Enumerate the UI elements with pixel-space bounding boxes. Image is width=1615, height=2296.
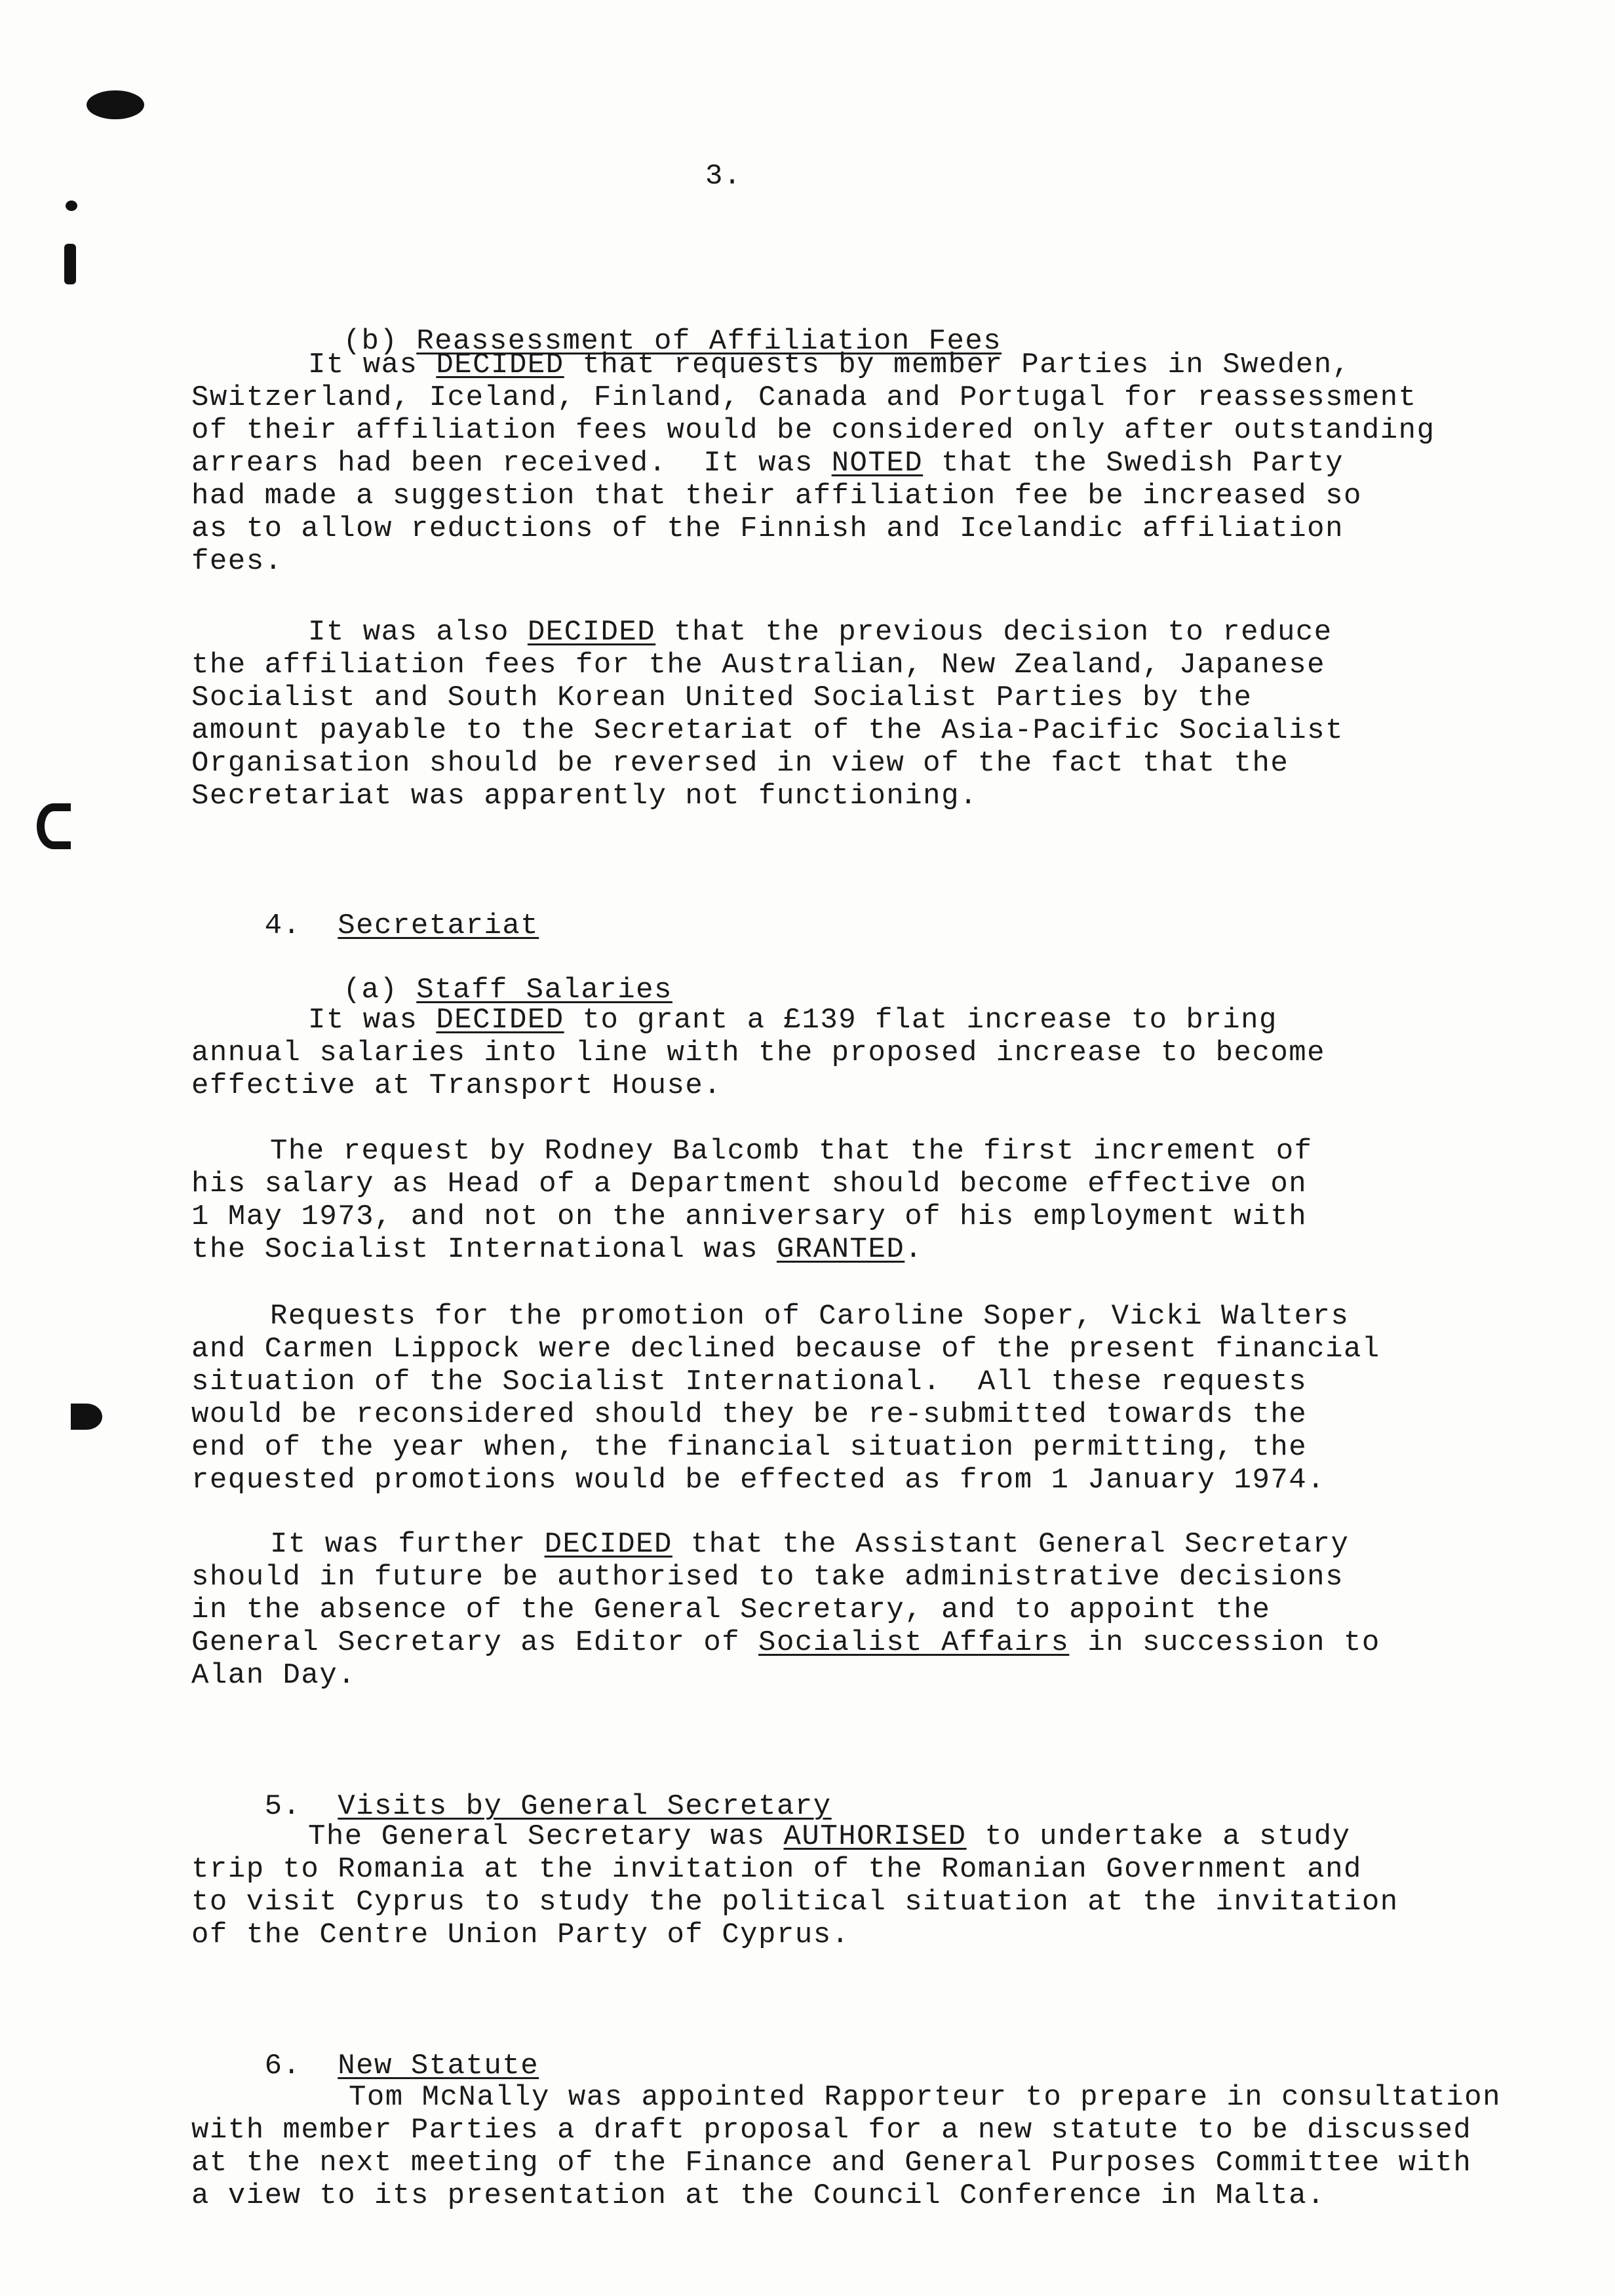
paragraph-line: at the next meeting of the Finance and General Purposes Committee with [191,2147,1472,2179]
section-4a-prefix: (a) [343,974,399,1006]
paragraph-line: a view to its presentation at the Council Conference in Malta. [191,2179,1326,2212]
section-5-title: Visits by General Secretary [338,1790,832,1823]
section-4-number: 4. [264,909,302,942]
page-number: 3. [705,160,742,193]
section-5-number: 5. [264,1790,302,1823]
paragraph-line: The request by Rodney Balcomb that the first increment of [270,1135,1313,1168]
paragraph-line: of the Centre Union Party of Cyprus. [191,1919,850,1951]
paragraph-line: should in future be authorised to take administrative decisions [191,1561,1344,1594]
section-6-title: New Statute [338,2050,539,2082]
paragraph-line: fees. [191,545,283,578]
paragraph-line: would be reconsidered should they be re-submitted towards the [191,1398,1308,1431]
scan-mark [64,244,76,284]
paragraph-line: end of the year when, the financial situation permitting, the [191,1431,1308,1464]
paragraph-line: effective at Transport House. [191,1069,722,1102]
paragraph-line: The General Secretary was AUTHORISED to undertake a study [308,1820,1351,1853]
paragraph-line: with member Parties a draft proposal for a new statute to be discussed [191,2114,1472,2147]
paragraph-line: 1 May 1973, and not on the anniversary of his employment with [191,1200,1308,1233]
paragraph-line: Alan Day. [191,1659,357,1692]
paragraph-line: Secretariat was apparently not functioning. [191,780,978,813]
paragraph-line: his salary as Head of a Department should become effective on [191,1168,1308,1200]
paragraph-line: had made a suggestion that their affiliation fee be increased so [191,480,1362,512]
paragraph-line: in the absence of the General Secretary, and to appoint the [191,1594,1271,1626]
section-6-number: 6. [264,2050,302,2082]
paragraph-line: It was DECIDED to grant a £139 flat increase to bring [308,1004,1277,1037]
paragraph-line: the affiliation fees for the Australian, New Zealand, Japanese [191,649,1326,681]
punch-hole-mark [87,90,144,119]
scan-mark [71,1404,102,1430]
paragraph-line: It was DECIDED that requests by member Parties in Sweden, [308,349,1351,381]
paragraph-line: trip to Romania at the invitation of the Romanian Government and [191,1853,1362,1886]
paragraph-line: requested promotions would be effected as from 1 January 1974. [191,1464,1326,1497]
paragraph-line: Socialist and South Korean United Socialist Parties by the [191,681,1253,714]
paragraph-line: as to allow reductions of the Finnish and Icelandic affiliation [191,512,1344,545]
paragraph-line: It was also DECIDED that the previous decision to reduce [308,616,1333,649]
paragraph-line: annual salaries into line with the proposed increase to become [191,1037,1326,1069]
paragraph-line: of their affiliation fees would be considered only after outstanding [191,414,1435,447]
paragraph-line: Requests for the promotion of Caroline Soper, Vicki Walters [270,1300,1350,1333]
paragraph-line: Switzerland, Iceland, Finland, Canada and Portugal for reassessment [191,381,1417,414]
paragraph-line: amount payable to the Secretariat of the Asia-Pacific Socialist [191,714,1344,747]
paragraph-line: arrears had been received. It was NOTED that the Swedish Party [191,447,1344,480]
scan-speck [66,201,77,211]
paragraph-line: the Socialist International was GRANTED. [191,1233,924,1266]
paragraph-line: situation of the Socialist International. All these requests [191,1366,1308,1398]
section-4a-title: Staff Salaries [416,974,672,1006]
punch-hole-mark [37,803,71,849]
paragraph-line: and Carmen Lippock were declined because of the present financial [191,1333,1380,1366]
paragraph-line: General Secretary as Editor of Socialist Affairs in succession to [191,1626,1380,1659]
section-b-title: Reassessment of Affiliation Fees [416,325,1002,358]
paragraph-line: It was further DECIDED that the Assistant General Secretary [270,1528,1350,1561]
paragraph-line: Tom McNally was appointed Rapporteur to prepare in consultation [349,2081,1501,2114]
section-4-title: Secretariat [338,909,539,942]
paragraph-line: Organisation should be reversed in view of the fact that the [191,747,1289,780]
section-b-prefix: (b) [343,325,399,358]
paragraph-line: to visit Cyprus to study the political situation at the invitation [191,1886,1399,1919]
